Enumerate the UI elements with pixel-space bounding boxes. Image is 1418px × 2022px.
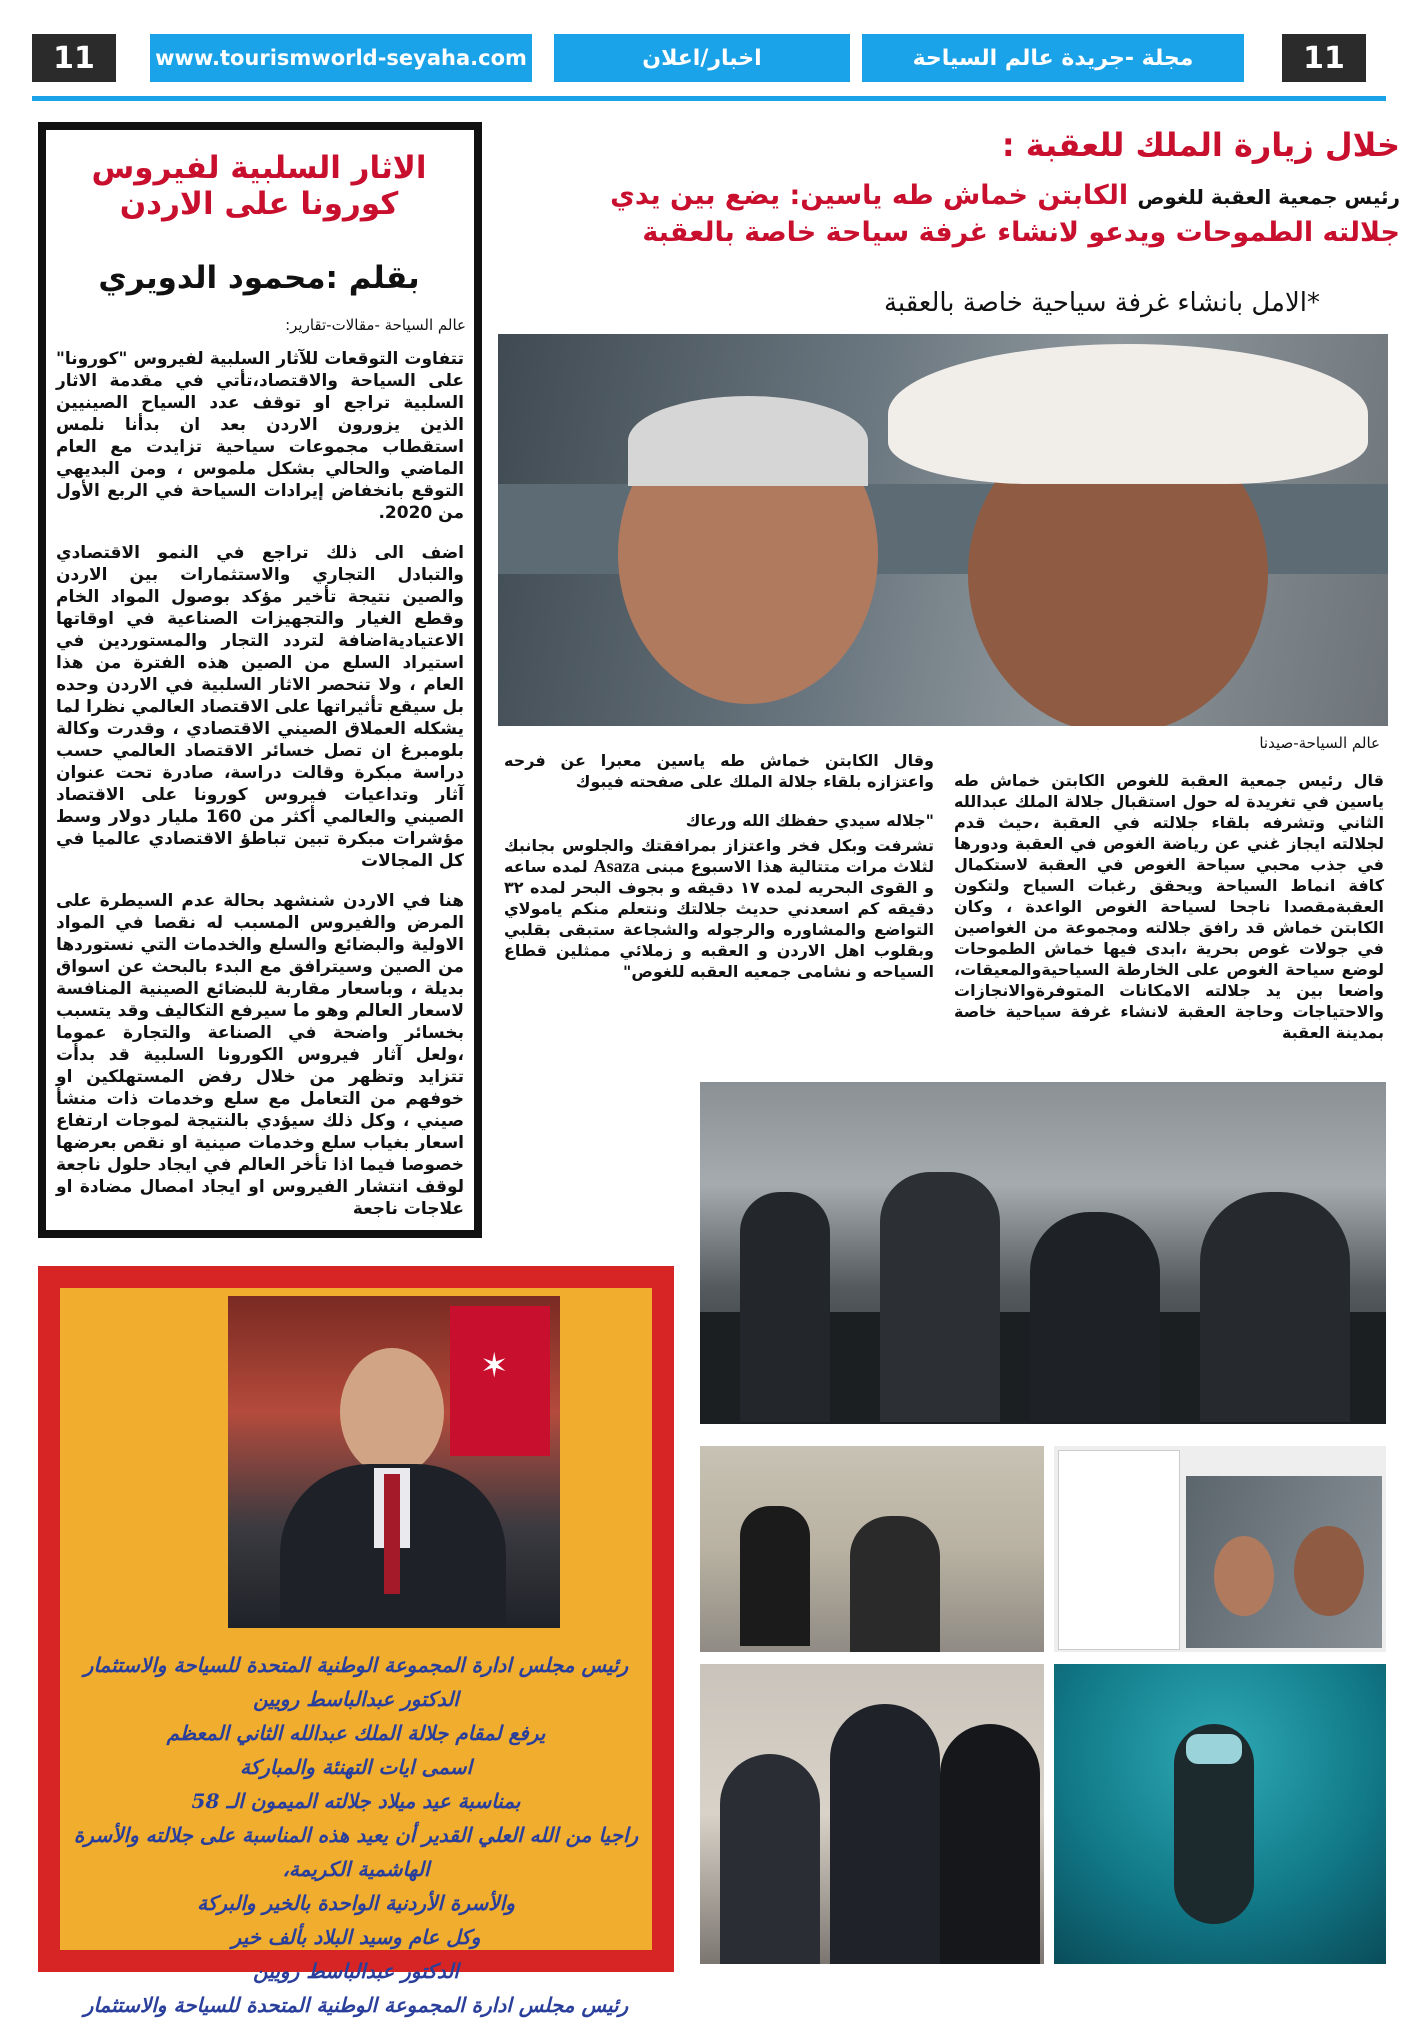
left-article-paragraph: تتفاوت التوقعات للآثار السلبية لفيروس "كورونا" على السياحة والاقتصاد،تأتي في مقدمة الاثار السلبية تراجع او توقف عدد السياح الصينيين الذين يزورون الاردن بعد ان بدأنا نلمس استقطاب مجموعات سياحية تزايدت مع العام الماضي والحالي بشكل ملموس ، ومن البديهي التوقع بانخفاض إيرادات السياحة في الربع الأول من 2020. (56, 349, 464, 523)
quote-latin: Asaza (593, 856, 640, 876)
diver-mask (1186, 1734, 1242, 1764)
page-number-left: 11 (32, 34, 116, 82)
underwater-diver-photo (1054, 1664, 1386, 1964)
ad-inner (60, 1288, 652, 2017)
fb-face-2 (1294, 1526, 1364, 1616)
facebook-post-screenshot (1054, 1446, 1386, 1652)
left-article-title (54, 150, 464, 222)
ad-line: راجيا من الله العلي القدير أن يعيد هذه المناسبة على جلالته والأسرة (73, 1823, 639, 1847)
ad-line: رئيس مجلس ادارة المجموعة الوطنية المتحدة للسياحة والاستثمار (83, 1993, 629, 2017)
person-right-cap (888, 344, 1368, 484)
left-article-body (56, 348, 464, 1238)
header-divider (32, 96, 1386, 101)
left-article-paragraph: اضف الى ذلك تراجع في النمو الاقتصادي والتبادل التجاري والاستثمارات بين الاردن والصين نتيجة تأخير مؤكد بوصول المواد الخام وقطع الغيار والتجهيزات الصناعية في اوقاتها الاعتياديةاضافة لتردد التجار والمستوردين في استيراد السلع من الصين هذه الفترة من هذا العام ، ولا تنحصر الاثار السلبية في الاردن وحده بل سيقع تأثيراتها على الاقتصاد العالمي نظرا لما يشكله العملاق الصيني الاقتصادي ، وقدرت وكالة بلومبرغ ان تصل خسائر الاقتصاد العالمي حسب دراسة مبكرة وقالت دراسة، صادرة تحت عنوان آثار وتداعيات فيروس كورونا على الاقتصاد الصيني والعالمي أكثر من 160 مليار دولار وسط مؤشرات مبكرة تبين تباطؤ الاقتصادي عالميا في كل المجالات (56, 543, 464, 871)
ad-line: بمناسبة عيد ميلاد جلالته الميمون الـ 58 (191, 1789, 521, 1813)
ad-line: يرفع لمقام جلالة الملك عبدالله الثاني المعظم (166, 1721, 546, 1745)
reception-photo (700, 1664, 1044, 1964)
left-article-paragraph: هنا في الاردن شنشهد بحالة عدم السيطرة على المرض والفيروس المسبب له نقصا في المواد الاولية والبضائع والسلع والخدمات التي نستوردها من الصين وسيترافق مع البدء بالبحث عن اسواق بديلة ، وباسعار مقاربة للبضائع الصينية المنافسة لاسعار العالم وهو ما سيرفع التكاليف وقد يتسبب بخسائر واضحة في الصناعة والتجارة عموما ،ولعل آثار فيروس الكورونا السلبية قد بدأت تتزايد وتظهر من خلال رفض المستهلكين او خوفهم من التعامل مع سلع وخدمات ذات منشأ صيني ، وكل ذلك سيؤدي بالنتيجة لموجات ارتفاع اسعار بغياب سلع وخدمات صينية او نقص بعرضها خصوصا فيما اذا تأخر العالم في ايجاد حلول ناجعة لوقف انتشار الفيروس او ايجاد امصال مضادة او علاجات ناجعة (56, 891, 464, 1219)
boat-photo (700, 1082, 1386, 1424)
king-portrait-photo (228, 1296, 560, 1628)
quote-title: "جلاله سيدي حفظك الله ورعاك (685, 811, 934, 830)
portrait-head (340, 1348, 444, 1476)
headline-red-2: جلالته الطموحات ويدعو لانشاء غرفة سياحة خاصة بالعقبة (642, 217, 1400, 248)
quote-body-a: تشرفت وبكل فخر واعتزاز بمرافقتك والجلوس بجانبك لثلاث مرات متتالية هذا الاسبوع مبنى (504, 836, 935, 876)
ad-line: الدكتور عبدالباسط رويين (253, 1959, 459, 1983)
article-category: عالم السياحة -مقالات-تقارير: (285, 316, 466, 334)
person-white-cap (740, 1506, 810, 1646)
person-left-hair (628, 396, 868, 486)
section-label: اخبار/اعلان (554, 34, 850, 82)
main-subhead: *الامل بانشاء غرفة سياحية خاصة بالعقبة (883, 288, 1320, 318)
ad-line: اسمى ايات التهنئة والمباركة (239, 1755, 473, 1779)
left-article-box (38, 122, 482, 1238)
person-center (830, 1704, 940, 1964)
left-article-title-line2: كورونا على الاردن (119, 186, 399, 222)
diver-3 (1030, 1212, 1160, 1422)
ad-line: وكل عام وسيد البلاد بألف خير (231, 1925, 481, 1949)
fb-face-1 (1214, 1536, 1274, 1616)
flag-star-icon: ✶ (480, 1346, 509, 1386)
left-article-title-line1: الاثار السلبية لفيروس (91, 150, 427, 186)
ad-line: الهاشمية الكريمة، (282, 1857, 430, 1881)
publication-title: مجلة -جريدة عالم السياحة (862, 34, 1244, 82)
main-kicker: خلال زيارة الملك للعقبة : (1001, 126, 1400, 164)
selfie-photo (498, 334, 1388, 726)
diver-2 (880, 1172, 1000, 1422)
birthday-ad (38, 1266, 674, 2017)
website-link[interactable]: www.tourismworld-seyaha.com (150, 34, 532, 82)
quote-intro: وقال الكابتن خماش طه ياسين معبرا عن فرحه واعتزازه بلقاء جلالة الملك على صفحته فيبوك (504, 751, 934, 791)
person-king (850, 1516, 940, 1652)
ad-line: الدكتور عبدالباسط رويين (253, 1687, 459, 1711)
ad-message (68, 1648, 644, 2022)
photo-credit: عالم السياحة-صيدنا (1259, 734, 1380, 752)
main-headline (520, 178, 1400, 251)
person-right (940, 1724, 1040, 1964)
person-left (720, 1754, 820, 1964)
ad-line: والأسرة الأردنية الواحدة بالخير والبركة (197, 1891, 515, 1915)
byline: بقلم :محمود الدويري (98, 260, 420, 296)
headline-lead: رئيس جمعية العقبة للغوص (1137, 185, 1400, 209)
diver-4 (1200, 1192, 1350, 1422)
quote-body-b: لمده ساعه و القوى البحريه لمده ١٧ دقيقه و بجوف البحر لمده ٣٢ دقيقه كم اسعدني حديث جلالتك ونتعلم منكم ياموﻻي التواضع والمشاوره والرجوله والشجاعة ستبقى بقلبي وبقلوب اهل الاردن و العقبه و زملائي ممثلين قطاع السياحه و نشامى جمعيه العقبه للغوص" (504, 857, 934, 981)
page-number-right: 11 (1282, 34, 1366, 82)
ad-line: رئيس مجلس ادارة المجموعة الوطنية المتحدة للسياحة والاستثمار (83, 1653, 629, 1677)
fb-post-card (1058, 1450, 1180, 1650)
handshake-photo (700, 1446, 1044, 1652)
main-column-right: قال رئيس جمعية العقبة للغوص الكابتن خماش طه ياسين في تغريدة له حول استقبال جلالة الملك عبدالله الثاني وتشرفه بلقاء جلالته في العقبة ،حيث قدم لجلالته ايجاز غني عن رياضة الغوص في العقبة ودورها في جذب محبي سياحة الغوص في العقبة لاستكمال كافة انماط السياحة ويحقق رغبات السياح ولتكون العقبةمقصدا ناجحا لسياحة الغوص الواعدة ، وكان الكابتن خماش قد رافق جلالته ومجموعة من الغواصين في جولات غوص بحرية ،ابدى فيها خماش الطموحات لوضع سياحة الغوص على الخارطة السياحيةوالمعيقات، واضعا بين يد جلالته الامكانات المتوفرةوالانجازات والاحتياجات وحاجة العقبة لانشاء غرفة سياحية خاصة بمدينة العقبة (954, 771, 1384, 1042)
main-column-left (504, 750, 934, 1000)
diver-1 (740, 1192, 830, 1422)
headline-red-1: الكابتن خماش طه ياسين: يضع بين يدي (610, 180, 1129, 211)
portrait-tie (384, 1474, 400, 1594)
